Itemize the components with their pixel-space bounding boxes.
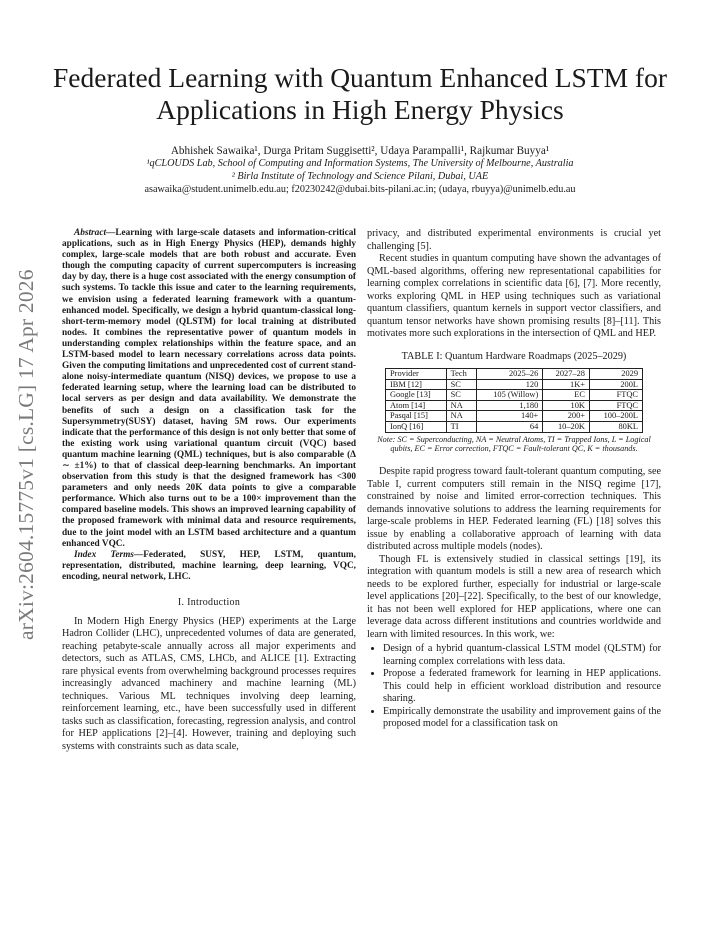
arxiv-identifier: arXiv:2604.15775v1 [cs.LG] 17 Apr 2026 bbox=[14, 269, 38, 640]
section-heading-introduction: I. Introduction bbox=[177, 597, 241, 608]
table-note: Note: SC = Superconducting, NA = Neutral Atoms, TI = Trapped Ions, L = Logical qubits, EC = Error correction, FTQC = Fault-tolerant QC, K = thousands. bbox=[377, 434, 651, 454]
hardware-roadmap-table bbox=[385, 368, 643, 433]
table-cell: 140+ bbox=[477, 411, 543, 422]
table-caption: TABLE I: Quantum Hardware Roadmaps (2025–2029) bbox=[401, 350, 627, 362]
table-cell: TI bbox=[446, 421, 477, 432]
index-terms-label: Index Terms bbox=[74, 549, 134, 560]
table-cell: FTQC bbox=[589, 400, 642, 411]
table-cell: 120 bbox=[477, 379, 543, 390]
table-cell: 10K bbox=[543, 400, 590, 411]
table-cell: NA bbox=[446, 400, 477, 411]
table-row bbox=[386, 400, 643, 411]
table-cell: SC bbox=[446, 390, 477, 401]
list-item: • Empirically demonstrate the usability and improvement gains of the proposed model for a classification task on bbox=[383, 706, 661, 731]
author-block bbox=[40, 144, 680, 197]
table-row bbox=[386, 411, 643, 422]
table-cell: 200+ bbox=[543, 411, 590, 422]
list-item: • Design of a hybrid quantum-classical LSTM model (QLSTM) for learning complex correlations with less data. bbox=[383, 643, 661, 668]
table-cell: 10–20K bbox=[543, 421, 590, 432]
table-row bbox=[386, 379, 643, 390]
author-emails: asawaika@student.unimelb.edu.au; f20230242@dubai.bits-pilani.ac.in; (udaya, rbuyya)@unimelb.edu.au bbox=[144, 184, 576, 195]
intro-paragraph-1: In Modern High Energy Physics (HEP) experiments at the Large Hadron Collider (LHC), unprecedented volumes of data are generated, reaching petabyte-scale annually across all major experiments and detectors, such as ATLAS, CMS, LHCb, and ALICE [1]. Extracting rare physical events from overwhelming background processes requires increasingly advanced machinery and machine learning (ML) techniques. Various ML techniques involving deep learning, reinforcement learning, etc., have been successfully used in different tasks such as classification, forecasting, regression analysis, and control for HEP applications [2]–[4]. However, training and deploying such systems with constraints such as data scale, bbox=[62, 615, 356, 752]
right-paragraph-3: Despite rapid progress toward fault-tolerant quantum computing, see Table I, current computers still remain in the NISQ regime [17], constrained by noise and limited error-correction techniques. This demands innovative solutions to address the learning requirements for large-scale problems in HEP. Federated learning (FL) [18] solves this issue by enabling a collaborative approach of learning with data distributed across multiple models (nodes). bbox=[367, 466, 661, 553]
table-cell: 1,180 bbox=[477, 400, 543, 411]
author-list: Abhishek Sawaika¹, Durga Pritam Suggisetti², Udaya Parampalli¹, Rajkumar Buyya¹ bbox=[170, 145, 550, 157]
left-column bbox=[62, 228, 356, 753]
table-cell: 1K+ bbox=[543, 379, 590, 390]
table-row bbox=[386, 390, 643, 401]
affiliation-2: ² Birla Institute of Technology and Science Pilani, Dubai, UAE bbox=[231, 170, 489, 182]
abstract-paragraph bbox=[62, 228, 356, 550]
table-cell: EC bbox=[543, 390, 590, 401]
table-cell: 200L bbox=[589, 379, 642, 390]
right-column bbox=[367, 228, 661, 731]
table-cell: 100–200L bbox=[589, 411, 642, 422]
table-cell: Google [13] bbox=[386, 390, 447, 401]
right-paragraph-1: privacy, and distributed experimental environments is crucial yet challenging [5]. bbox=[367, 228, 661, 252]
table-row bbox=[386, 421, 643, 432]
abstract-text: —Learning with large-scale datasets and information-critical applications, such as in High Energy Physics (HEP), demands highly complex, large-scale models that are both robust and accurate. Even though the computing capacity of current supercomputers is increasing day by day, there is a huge cost associated with the energy consumption of such systems. To tackle this issue and cater to the learning requirements, we envision using a federated learning framework with a quantum-enhanced model. Specifically, we design a hybrid quantum-classical long-short-term-memory model (QLSTM) for local training at distributed nodes. It combines the representative power of quantum models in understanding complex relationships within the feature space, and an LSTM-based model to learn necessary correlations across data points. Given the computing limitations and unprecedented cost of current stand-alone noisy-intermediate quantum (NISQ) devices, we propose to use a federated learning setup, where the learning load can be distributed to local servers as per design and data availability. We demonstrate the benefits of such a design on a classification task for the Supersymmetry(SUSY) dataset, having 5M rows. Our experiments indicate that the performance of this design is not only better that some of the existing work using variational quantum circuit (VQC) based quantum machine learning (QML) techniques, but is also comparable (Δ ∼ ±1%) to that of classical deep-learning benchmarks. An important observation from this study is that the designed framework has <300 parameters and only needs 20K data points to give a comparable performance. Which also turns out to be a 100× improvement than the compared baseline models. This shows an improved learning capability of the proposed framework with minimal data and resource requirements, due to the joint model with an LSTM based architecture and a quantum enhanced VQC. bbox=[62, 228, 356, 549]
paper-title: Federated Learning with Quantum Enhanced LSTM for Applications in High Energy Physics bbox=[53, 62, 667, 125]
index-terms-text: —Federated, SUSY, HEP, LSTM, quantum, representation, distributed, machine learning, deep learning, VQC, encoding, neural network, LHC. bbox=[62, 549, 356, 582]
right-paragraph-4: Though FL is extensively studied in classical settings [19], its integration with quantum models is still a new area of research which needs to be explored further, especially for industrial or large-scale level applications [20]–[22]. Specifically, to the best of our knowledge, it has not been well explored for HEP applications, where one can leverage data across different institutions and countries worldwide and learn with limited resources. In this work, we: bbox=[367, 553, 661, 640]
right-paragraph-2: Recent studies in quantum computing have shown the advantages of QML-based algorithms, offering new representational capabilities for learning complex correlations in scientific data [6], [7]. More recently, works exploring QML in HEP using techniques such as variational quantum classifiers, quantum kernels in support vector classifiers, and quantum tensor networks have shown promising results [8]–[11]. This motivates more such explorations in the intersection of QML and HEP. bbox=[367, 253, 661, 339]
abstract-label: Abstract bbox=[74, 228, 107, 238]
index-terms bbox=[62, 550, 356, 583]
list-item: • Propose a federated framework for learning in HEP applications. This could help in efficient workload distribution and resource sharing. bbox=[383, 668, 661, 706]
table-header-row bbox=[386, 369, 643, 380]
table-cell: IonQ [16] bbox=[386, 421, 447, 432]
table-header-cell: Provider bbox=[386, 369, 447, 380]
table-cell: FTQC bbox=[589, 390, 642, 401]
table-header-cell: 2029 bbox=[589, 369, 642, 380]
table-cell: Atom [14] bbox=[386, 400, 447, 411]
table-cell: IBM [12] bbox=[386, 379, 447, 390]
table-cell: Pasqal [15] bbox=[386, 411, 447, 422]
affiliation-1: ¹qCLOUDS Lab, School of Computing and Information Systems, The University of Melbourne, Australia bbox=[146, 158, 574, 169]
contribution-list bbox=[367, 643, 661, 731]
abstract bbox=[62, 228, 356, 583]
table-cell: SC bbox=[446, 379, 477, 390]
table-cell: 105 (Willow) bbox=[477, 390, 543, 401]
table-cell: NA bbox=[446, 411, 477, 422]
table-cell: 64 bbox=[477, 421, 543, 432]
table-header-cell: 2027–28 bbox=[543, 369, 590, 380]
table-cell: 80KL bbox=[589, 421, 642, 432]
table-header-cell: Tech bbox=[446, 369, 477, 380]
table-header-cell: 2025–26 bbox=[477, 369, 543, 380]
